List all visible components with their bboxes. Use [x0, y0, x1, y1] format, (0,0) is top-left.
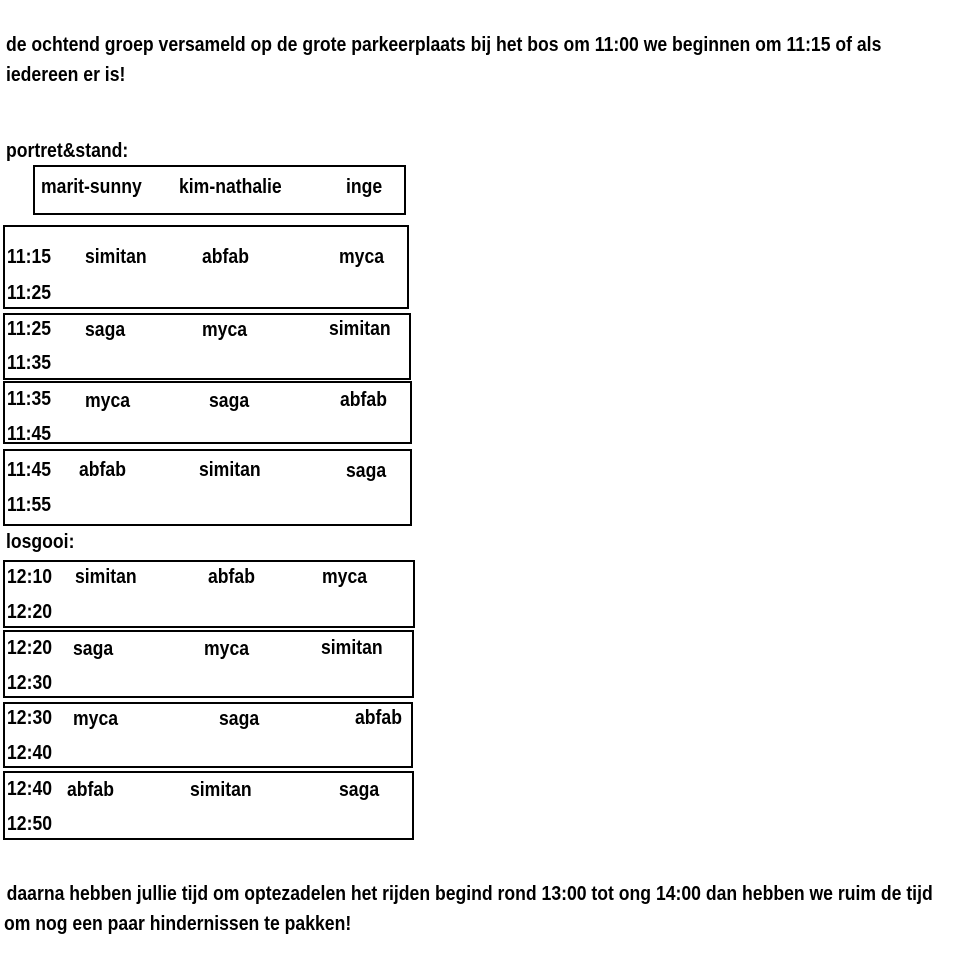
slot-end-time: 12:50: [7, 813, 53, 835]
slot-horse-3: simitan: [329, 318, 391, 340]
slot-horse-3: abfab: [355, 707, 402, 729]
schedule-row: [3, 313, 411, 380]
column-header-box: [33, 165, 406, 215]
slot-horse-3: simitan: [321, 637, 383, 659]
slot-horse-1: abfab: [67, 779, 114, 801]
schedule-row: [3, 449, 412, 526]
slot-horse-1: saga: [73, 638, 114, 660]
schedule-row: [3, 225, 409, 309]
slot-horse-3: abfab: [340, 389, 387, 411]
schedule-row: [3, 771, 414, 840]
slot-end-time: 11:35: [7, 352, 52, 374]
slot-horse-2: simitan: [199, 459, 261, 481]
schedule-row: [3, 381, 412, 444]
slot-horse-1: simitan: [85, 246, 147, 268]
intro-text: de ochtend groep versameld op de grote parkeerplaats bij het bos om 11:00 we beginnen om 11:15 of als iedereen er is!: [6, 34, 882, 86]
slot-horse-1: simitan: [75, 566, 137, 588]
slot-horse-2: simitan: [190, 779, 252, 801]
slot-horse-3: saga: [339, 779, 380, 801]
slot-horse-2: saga: [219, 708, 260, 730]
section-heading-portret-stand: portret&stand:: [6, 140, 129, 162]
slot-horse-2: abfab: [202, 246, 249, 268]
slot-end-time: 12:20: [7, 601, 53, 623]
schedule-row: [3, 702, 413, 768]
column-header-2: kim-nathalie: [179, 176, 282, 198]
slot-horse-3: myca: [322, 566, 368, 588]
slot-start-time: 12:40: [7, 778, 53, 800]
column-header-3: inge: [346, 176, 383, 198]
slot-start-time: 12:30: [7, 707, 53, 729]
slot-end-time: 11:25: [7, 282, 52, 304]
slot-horse-1: saga: [85, 319, 126, 341]
slot-horse-2: saga: [209, 390, 250, 412]
slot-start-time: 12:20: [7, 637, 53, 659]
slot-start-time: 11:35: [7, 388, 52, 410]
slot-end-time: 12:40: [7, 742, 53, 764]
schedule-row: [3, 560, 415, 628]
slot-start-time: 11:45: [7, 459, 52, 481]
slot-horse-2: abfab: [208, 566, 255, 588]
slot-horse-1: myca: [85, 390, 131, 412]
slot-horse-1: abfab: [79, 459, 126, 481]
slot-horse-2: myca: [204, 638, 250, 660]
slot-end-time: 12:30: [7, 672, 53, 694]
outro-text: daarna hebben jullie tijd om optezadelen het rijden begind rond 13:00 tot ong 14:00 dan hebben we ruim de tijd om nog een paar hindernissen te pakken!: [4, 883, 933, 935]
slot-horse-1: myca: [73, 708, 119, 730]
slot-horse-2: myca: [202, 319, 248, 341]
slot-end-time: 11:45: [7, 423, 52, 445]
slot-end-time: 11:55: [7, 494, 52, 516]
column-header-1: marit-sunny: [41, 176, 142, 198]
slot-start-time: 11:15: [7, 246, 52, 268]
section-heading-losgooi: losgooi:: [6, 531, 75, 553]
slot-horse-3: saga: [346, 460, 387, 482]
slot-start-time: 11:25: [7, 318, 52, 340]
schedule-row: [3, 630, 414, 698]
slot-start-time: 12:10: [7, 566, 53, 588]
slot-horse-3: myca: [339, 246, 385, 268]
